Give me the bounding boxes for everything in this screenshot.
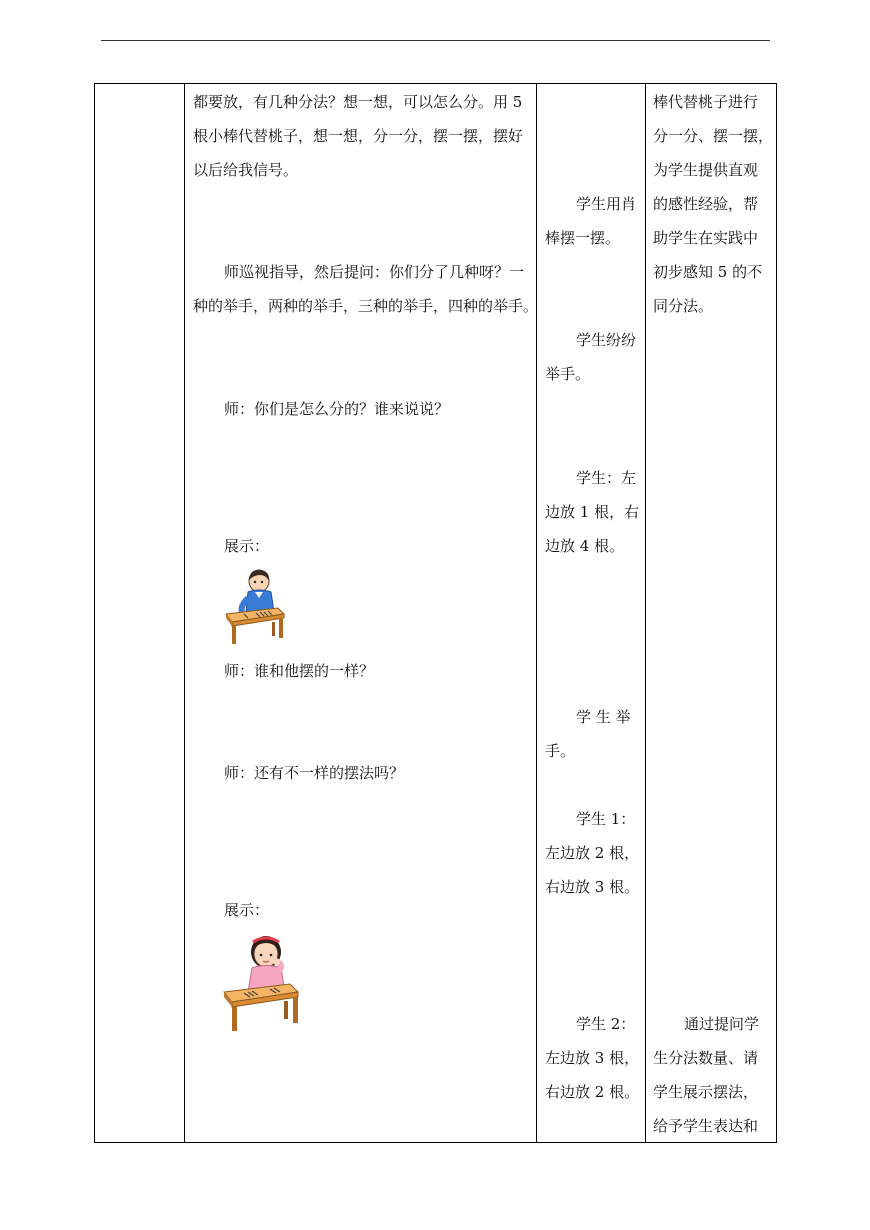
teacher-text-line: 都要放，有几种分法？想一想，可以怎么分。用 5 — [193, 93, 523, 111]
student-text-line: 棒摆一摆。 — [545, 229, 621, 247]
design-intent-line: 为学生提供直观 — [653, 161, 759, 179]
student-text-line: 左边放 2 根， — [545, 844, 640, 862]
teacher-text-line: 种的举手，两种的举手，三种的举手，四种的举手。 — [193, 297, 539, 315]
table-col-border-3 — [645, 83, 646, 1143]
teacher-text-line: 师巡视指导，然后提问：你们分了几种呀？一 — [224, 263, 525, 281]
design-intent-line: 的感性经验，帮 — [653, 195, 759, 213]
teacher-question: 师：你们是怎么分的？谁来说说？ — [224, 400, 450, 418]
student-text-line: 学 生 举 — [576, 708, 631, 726]
student-text-line: 右边放 2 根。 — [545, 1083, 640, 1101]
student-text-line: 边放 4 根。 — [545, 537, 625, 555]
design-intent-line: 棒代替桃子进行 — [653, 93, 759, 111]
design-intent-line: 通过提问学 — [684, 1015, 760, 1033]
design-intent-line: 给予学生表达和 — [653, 1117, 759, 1135]
design-intent-line: 初步感知 5 的不 — [653, 263, 763, 281]
student-text-line: 学生：左 — [576, 469, 637, 487]
student-text-line: 左边放 3 根， — [545, 1049, 640, 1067]
student-text-line: 学生用肖 — [576, 195, 637, 213]
boy-at-desk-illustration — [222, 568, 286, 646]
table-col-border-2 — [536, 83, 537, 1143]
teacher-question: 师：谁和他摆的一样？ — [224, 662, 375, 680]
header-rule — [101, 40, 770, 41]
teacher-text-line: 根小棒代替桃子，想一想，分一分，摆一摆，摆好 — [193, 127, 524, 145]
teacher-question: 师：还有不一样的摆法吗？ — [224, 764, 405, 782]
show-label: 展示： — [224, 901, 270, 919]
show-label: 展示： — [224, 537, 270, 555]
student-text-line: 边放 1 根，右 — [545, 503, 640, 521]
design-intent-line: 助学生在实践中 — [653, 229, 759, 247]
table-top-border — [94, 83, 777, 84]
student-text-line: 学生 2： — [576, 1015, 636, 1033]
design-intent-line: 生分法数量、请 — [653, 1049, 759, 1067]
design-intent-line: 同分法。 — [653, 297, 714, 315]
student-text-line: 右边放 3 根。 — [545, 878, 640, 896]
student-text-line: 手。 — [545, 742, 576, 760]
teacher-text-line: 以后给我信号。 — [193, 161, 299, 179]
table-col-border-1 — [184, 83, 185, 1143]
student-text-line: 学生 1： — [576, 810, 636, 828]
table-col-border-4 — [776, 83, 777, 1143]
table-col-border-0 — [94, 83, 95, 1143]
girl-at-desk-illustration — [220, 930, 302, 1034]
student-text-line: 学生纷纷 — [576, 331, 637, 349]
design-intent-line: 学生展示摆法， — [653, 1083, 759, 1101]
design-intent-line: 分一分、摆一摆， — [653, 127, 774, 145]
student-text-line: 举手。 — [545, 365, 591, 383]
